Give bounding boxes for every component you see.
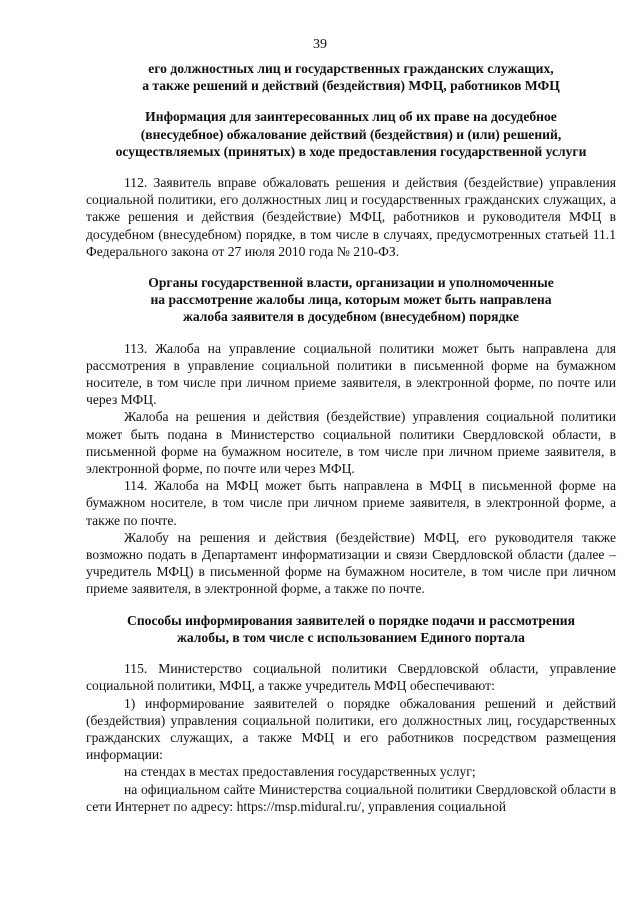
- paragraph-113-complaint-ministry: Жалоба на решения и действия (бездействие) управления социальной политики может быть подана в Министерство социальной политики Свердловской области, в письменной форме на бумажном носителе, в том числе при личном приеме заявителя, в электронной форме, по почте или через МФЦ.: [86, 409, 616, 477]
- section-heading-methods: [86, 612, 616, 646]
- paragraph-115: 115. Министерство социальной политики Свердловской области, управление социальной политики, МФЦ, а также учредитель МФЦ обеспечивают:: [86, 661, 616, 694]
- section-heading-info-rights: [86, 108, 616, 160]
- heading-line: осуществляемых (принятых) в ходе предоставления государственной услуги: [115, 143, 587, 159]
- heading-line: Информация для заинтересованных лиц об их праве на досудебное: [145, 109, 557, 125]
- heading-line: его должностных лиц и государственных гражданских служащих,: [148, 61, 554, 76]
- heading-line: Органы государственной власти, организации и уполномоченные: [148, 275, 554, 291]
- heading-line: Способы информирования заявителей о порядке подачи и рассмотрения: [127, 612, 575, 628]
- section-heading-organs: [86, 274, 616, 326]
- paragraph-115-website: на официальном сайте Министерства социальной политики Свердловской области в сети Интернет по адресу: https://msp.midural.ru/, управления социальной: [86, 781, 616, 814]
- heading-line: а также решений и действий (бездействия) МФЦ, работников МФЦ: [142, 78, 560, 94]
- document-body: [86, 60, 616, 815]
- section-heading-continued: [86, 60, 616, 94]
- heading-line: (внесудебное) обжалование действий (бездействия) и (или) решений,: [140, 126, 562, 142]
- paragraph-115-stands: на стендах в местах предоставления государственных услуг;: [124, 764, 476, 780]
- page-number: 39: [313, 37, 327, 52]
- heading-line: жалоба заявителя в досудебном (внесудебном) порядке: [183, 309, 519, 325]
- heading-line: жалобы, в том числе с использованием Единого портала: [177, 629, 525, 645]
- paragraph-113: 113. Жалоба на управление социальной политики может быть направлена для рассмотрения в управление социальной политики в письменной форме на бумажном носителе, в том числе при личном приеме заявителя, в электронной форме, по почте или через МФЦ.: [86, 340, 616, 408]
- paragraph-112: 112. Заявитель вправе обжаловать решения и действия (бездействие) управления социальной политики, его должностных лиц и государственных гражданских служащих, а также решения и действия (бездействие) МФЦ, работников и руководителя МФЦ в досудебном (внесудебном) порядке, в том числе в случаях, предусмотренных статьей 11.1 Федерального закона от 27 июля 2010 года № 210-ФЗ.: [86, 175, 616, 259]
- paragraph-114: 114. Жалоба на МФЦ может быть направлена в МФЦ в письменной форме на бумажном носителе, в том числе при личном приеме заявителя, в электронной форме, а также по почте.: [86, 478, 616, 528]
- paragraph-115-item-1: 1) информирование заявителей о порядке обжалования решений и действий (бездействия) управления социальной политики, его должностных лиц, государственных гражданских служащих, а также МФЦ и его работников посредством размещения информации:: [86, 695, 616, 763]
- heading-line: на рассмотрение жалобы лица, которым может быть направлена: [150, 292, 552, 308]
- paragraph-114-complaint-founder: Жалобу на решения и действия (бездействие) МФЦ, его руководителя также возможно подать в Департамент информатизации и связи Свердловской области (далее – учредитель МФЦ) в письменной форме на бумажном носителе, в том числе при личном приеме заявителя, в электронной форме, а также по почте.: [86, 529, 616, 597]
